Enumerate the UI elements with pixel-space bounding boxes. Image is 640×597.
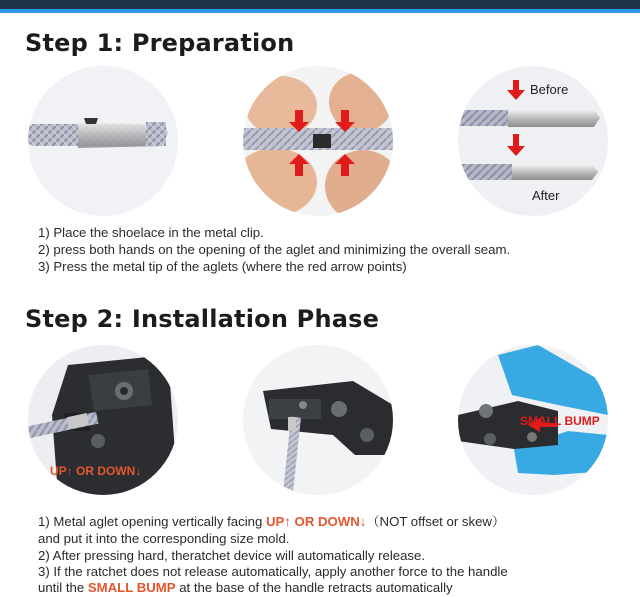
step2-instruction-4-post: at the base of the handle retracts automatically	[175, 580, 453, 595]
step1-instruction-2: 2) press both hands on the opening of the aglet and minimizing the overall seam.	[38, 242, 511, 257]
step2-instruction-4	[38, 580, 453, 597]
top-bar	[0, 0, 640, 9]
top-accent-stripe	[0, 9, 640, 13]
step1-title: Step 1: Preparation	[25, 29, 295, 57]
step1-instruction-3: 3) Press the metal tip of the aglets (where the red arrow points)	[38, 259, 407, 274]
small-bump-overlay: SMALL BUMP	[520, 414, 600, 428]
up-or-down-overlay: UP↑ OR DOWN↓	[50, 464, 142, 478]
step2-instruction-4-pre: until the	[38, 580, 88, 595]
step1-instruction-1: 1) Place the shoelace in the metal clip.	[38, 225, 264, 240]
crimper-jaw-photo	[28, 345, 178, 495]
step2-instruction-1-pre: 1) Metal aglet opening vertically facing	[38, 514, 266, 529]
crimper-with-lace-photo	[243, 345, 393, 495]
up-or-down-highlight: UP↑ OR DOWN↓	[265, 514, 367, 529]
before-label: Before	[530, 82, 569, 97]
step2-instruction-2: 2) After pressing hard, theratchet device will automatically release.	[38, 548, 426, 563]
step2-instruction-1	[38, 514, 505, 531]
step2-instruction-3: 3) If the ratchet does not release automatically, apply another force to the handle	[38, 564, 508, 579]
step2-instruction-1-post: （NOT offset or skew）	[366, 514, 506, 529]
step2-instruction-1-cont: and put it into the corresponding size mold.	[38, 531, 290, 546]
crimper-handle-photo	[458, 345, 608, 495]
fingers-pressing-aglet-photo	[243, 66, 393, 216]
small-bump-highlight: SMALL BUMP	[87, 580, 176, 595]
step2-title: Step 2: Installation Phase	[25, 305, 380, 333]
shoelace-in-clip-photo	[28, 66, 178, 216]
before-after-aglet-photo	[458, 66, 608, 216]
after-label: After	[532, 188, 560, 203]
